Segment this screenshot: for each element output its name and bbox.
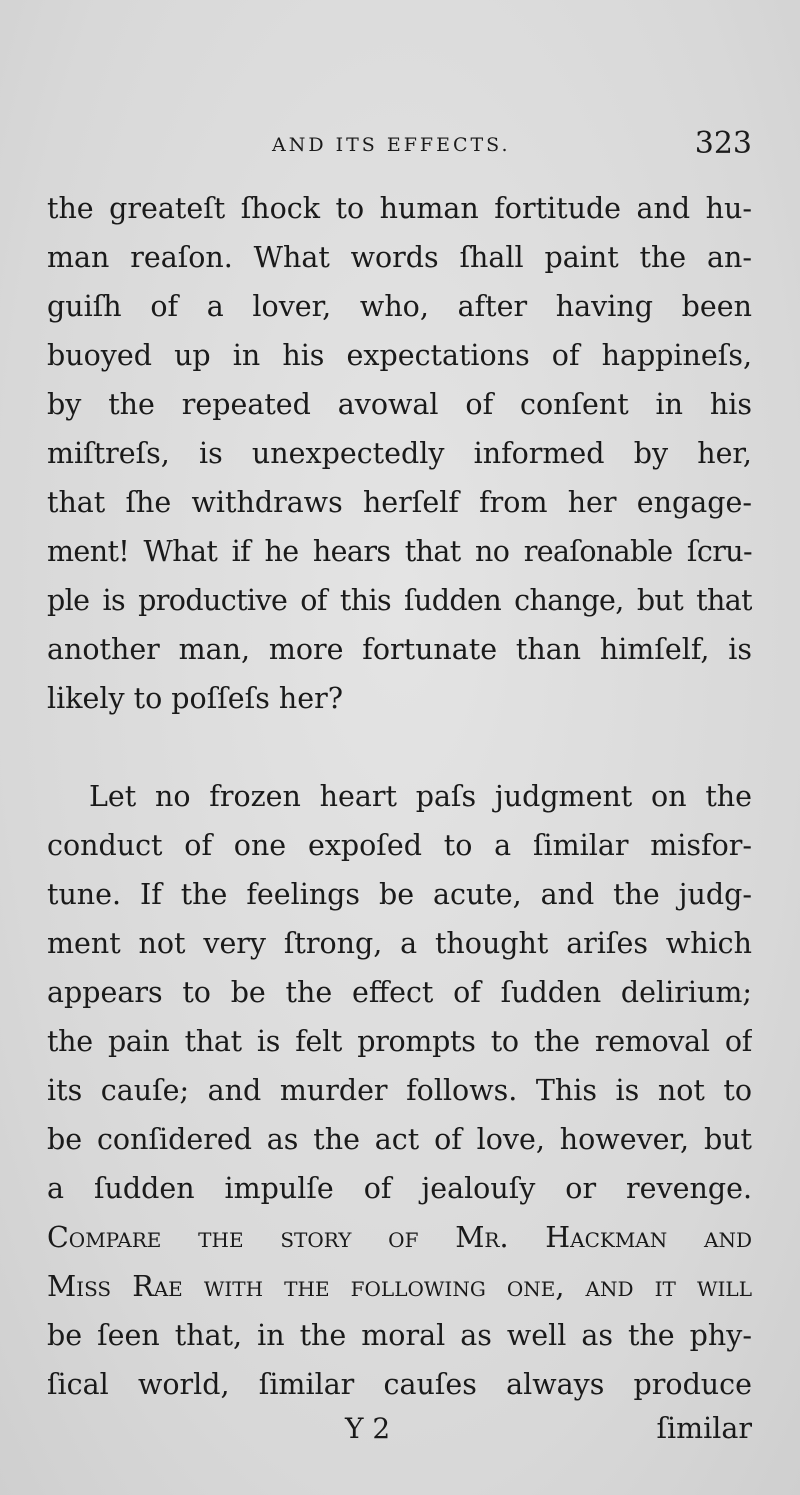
signature-mark: Y 2 [345,1412,391,1445]
text-line: conduct of one expoſed to a ſimilar misfor- [47,829,752,862]
running-head: AND ITS EFFECTS. [272,134,511,156]
text-line: that ſhe withdraws herſelf from her engage- [47,486,752,519]
page-number: 323 [694,126,752,161]
text-line: Let no frozen heart paſs judgment on the [89,780,752,813]
text-line: guiſh of a lover, who, after having been [47,290,752,323]
page-header [0,126,800,166]
paragraph-gap [47,723,752,772]
page-footer [0,1412,800,1462]
text-line: be conſidered as the act of love, however, but [47,1123,752,1156]
text-line: ple is productive of this ſudden change, but that [47,584,752,617]
catchword: ſimilar [656,1412,752,1445]
text-line: man reaſon. What words ſhall paint the an- [47,241,752,274]
text-line: tune. If the feelings be acute, and the judg- [47,878,752,911]
text-line: likely to poſſeſs her? [47,682,344,715]
text-line: ſical world, ſimilar cauſes always produce [47,1368,752,1401]
text-line: ment not very ſtrong, a thought ariſes which [47,927,752,960]
text-line: its cauſe; and murder follows. This is not to [47,1074,752,1107]
text-line: miſtreſs, is unexpectedly informed by her, [47,437,752,470]
text-line: appears to be the effect of ſudden delirium; [47,976,752,1009]
text-line: by the repeated avowal of conſent in his [47,388,752,421]
text-line: the greateſt ſhock to human fortitude and hu- [47,192,752,225]
text-line: Miſs Rae with the following one, and it will [47,1270,752,1303]
body-text [47,184,752,1409]
text-line: the pain that is felt prompts to the removal of [47,1025,752,1058]
text-line: ment! What if he hears that no reaſonable ſcru- [47,535,752,568]
text-line: a ſudden impulſe of jealouſy or revenge. [47,1172,752,1205]
text-line: buoyed up in his expectations of happineſs, [47,339,752,372]
text-line: another man, more fortunate than himſelf, is [47,633,752,666]
paragraph-1 [47,184,752,723]
paragraph-2 [47,772,752,1409]
text-line: Compare the ſtory of Mr. Hackman and [47,1221,752,1254]
text-line: be ſeen that, in the moral as well as the phy- [47,1319,752,1352]
